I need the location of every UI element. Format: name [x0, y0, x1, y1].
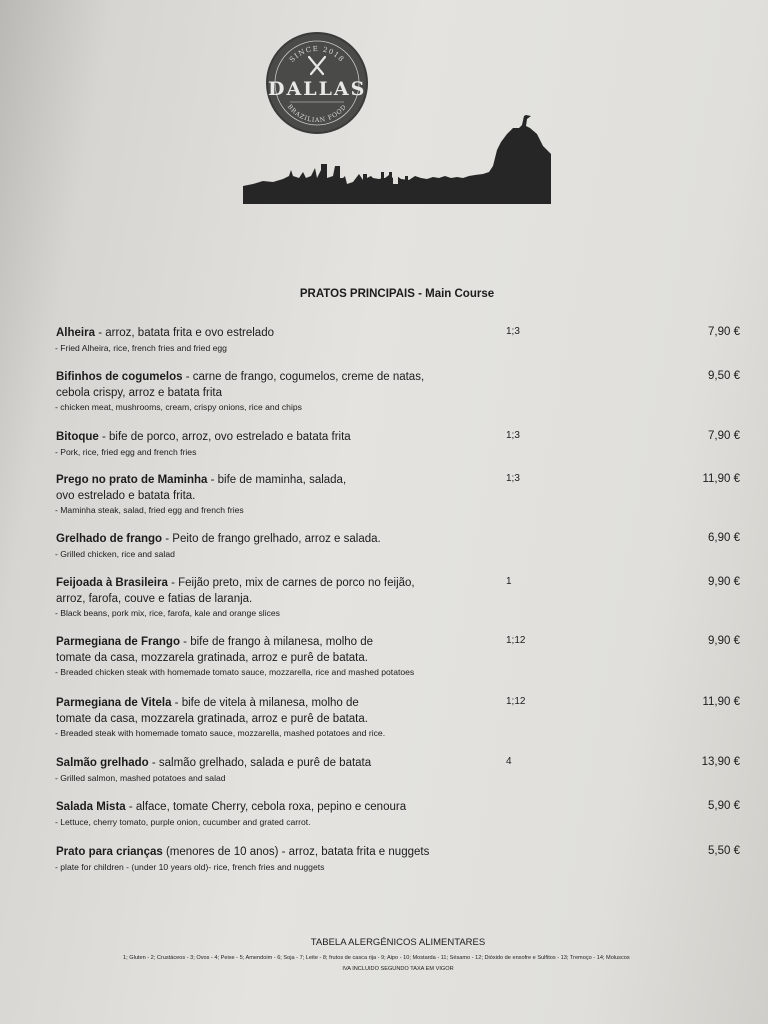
- menu-item-name: Parmegiana de Frango: [56, 636, 180, 648]
- menu-item-title-line: [56, 845, 746, 861]
- menu-item-description: - carne de frango, cogumelos, creme de natas,: [182, 371, 425, 383]
- menu-item-description: - arroz, batata frita e ovo estrelado: [95, 327, 274, 339]
- menu-item-description: - alface, tomate Cherry, cebola roxa, pepino e cenoura: [125, 801, 407, 813]
- menu-item-price: 9,50 €: [708, 370, 740, 382]
- menu-item-description: - bife de maminha, salada,: [207, 474, 347, 486]
- menu-item-name: Feijoada à Brasileira: [56, 577, 168, 589]
- menu-item: [56, 370, 746, 414]
- menu-item-price: 9,90 €: [708, 576, 740, 588]
- menu-item-english: - chicken meat, mushrooms, cream, crispy onions, rice and chips: [55, 402, 302, 412]
- menu-item-title-line: [56, 576, 746, 592]
- menu-item-title-line: [56, 473, 746, 489]
- menu-item-english: - Breaded steak with homemade tomato sauce, mozzarella, mashed potatoes and rice.: [55, 728, 386, 738]
- menu-item-allergens: 1;12: [506, 635, 526, 646]
- menu-item-english: - Breaded chicken steak with homemade tomato sauce, mozzarella, rice and mashed potatoes: [55, 667, 415, 677]
- logo-since-text: SINCE 2018: [287, 44, 347, 64]
- menu-item: [56, 430, 746, 459]
- menu-item-allergens: 4: [506, 756, 512, 767]
- rio-skyline-silhouette: [243, 106, 551, 206]
- fork-knife-icon: [309, 57, 325, 74]
- menu-item-description: cebola crispy, arroz e batata frita: [56, 386, 222, 399]
- svg-text:SINCE 2018: [288, 45, 346, 64]
- menu-item-english: - Grilled salmon, mashed potatoes and salad: [55, 772, 226, 783]
- menu-item: [56, 326, 746, 355]
- menu-item: [56, 576, 746, 620]
- menu-item-allergens: 1;12: [506, 696, 526, 707]
- menu-item-title-line: [56, 326, 746, 342]
- menu-item: [56, 845, 746, 874]
- menu-item-price: 11,90 €: [702, 696, 740, 708]
- menu-item-description: - Peito de frango grelhado, arroz e salada.: [162, 533, 381, 545]
- menu-item-price: 9,90 €: [708, 635, 740, 647]
- menu-item-description: - bife de porco, arroz, ovo estrelado e batata frita: [98, 431, 351, 443]
- menu-item-allergens: 1;3: [506, 473, 520, 484]
- logo-tagline-text: BRAZILIAN FOOD: [285, 103, 349, 125]
- menu-item-price: 13,90 €: [701, 756, 740, 768]
- vat-note: IVA INCLUIDO SEGUNDO TAXA EM VIGOR: [342, 966, 454, 972]
- menu-item-desc-line: [56, 489, 746, 505]
- menu-item-title-line: [56, 635, 746, 651]
- menu-item-name: Prego no prato de Maminha: [56, 474, 208, 486]
- menu-item-desc-line: [56, 651, 746, 667]
- menu-item-description: (menores de 10 anos) - arroz, batata frita e nuggets: [162, 846, 430, 858]
- menu-item-desc-line: [56, 386, 746, 402]
- menu-item-title-line: [56, 756, 746, 772]
- menu-item-description: tomate da casa, mozzarela gratinada, arroz e purê de batata.: [56, 651, 368, 664]
- menu-item-name: Bifinhos de cogumelos: [56, 371, 183, 383]
- menu-item-english: - Fried Alheira, rice, french fries and fried egg: [55, 342, 227, 353]
- menu-item-name: Prato para crianças: [56, 846, 163, 858]
- menu-item-english: - Grilled chicken, rice and salad: [55, 548, 175, 559]
- menu-item-name: Parmegiana de Vitela: [56, 697, 172, 709]
- menu-item-price: 5,50 €: [708, 845, 740, 857]
- menu-item-name: Bitoque: [56, 431, 99, 443]
- menu-item-name: Salmão grelhado: [56, 757, 149, 769]
- menu-item-price: 5,90 €: [708, 800, 740, 812]
- menu-item-description: - bife de vitela à milanesa, molho de: [171, 697, 359, 709]
- menu-item-english: - Pork, rice, fried egg and french fries: [55, 446, 197, 457]
- menu-item-english: - Maminha steak, salad, fried egg and french fries: [55, 505, 244, 515]
- menu-item-description: - salmão grelhado, salada e purê de batata: [148, 757, 372, 769]
- menu-item-description: - bife de frango à milanesa, molho de: [179, 636, 374, 648]
- menu-item-title-line: [56, 430, 746, 446]
- menu-item-price: 7,90 €: [708, 430, 740, 442]
- menu-item: [56, 696, 746, 740]
- menu-item-name: Grelhado de frango: [56, 533, 163, 545]
- menu-item-allergens: 1;3: [506, 430, 520, 441]
- menu-item-price: 7,90 €: [708, 326, 740, 338]
- menu-item-name: Alheira: [56, 327, 95, 339]
- menu-section-title: PRATOS PRINCIPAIS - Main Course: [299, 288, 495, 300]
- menu-item-title-line: [56, 696, 746, 712]
- menu-item: [56, 800, 746, 829]
- menu-item: [56, 532, 746, 561]
- menu-item-description: - Feijão preto, mix de carnes de porco no feijão,: [167, 577, 415, 589]
- menu-item: [56, 635, 746, 679]
- menu-item-english: - Lettuce, cherry tomato, purple onion, cucumber and grated carrot.: [55, 816, 311, 827]
- menu-item-name: Salada Mista: [56, 801, 126, 813]
- menu-item-english: - Black beans, pork mix, rice, farofa, kale and orange slices: [55, 608, 280, 618]
- logo-name: DALLAS: [268, 78, 367, 100]
- menu-item-allergens: 1: [506, 576, 512, 587]
- allergen-table-title: TABELA ALERGÉNICOS ALIMENTARES: [310, 937, 486, 948]
- menu-item-price: 11,90 €: [702, 473, 740, 485]
- menu-item-desc-line: [56, 592, 746, 608]
- menu-item-description: tomate da casa, mozzarela gratinada, arroz e purê de batata.: [56, 712, 368, 725]
- menu-item-description: arroz, farofa, couve e fatias de laranja.: [56, 592, 253, 605]
- menu-item-english: - plate for children - (under 10 years old)- rice, french fries and nuggets: [55, 861, 325, 872]
- menu-item-title-line: [56, 370, 746, 386]
- menu-item-desc-line: [56, 712, 746, 728]
- allergen-list: 1; Gluten - 2; Crustáceos - 3; Ovos - 4; Peixe - 5; Amendoim - 6; Soja - 7; Leite - 8; frutos de casca rija - 9; Aipo - 10; Mostarda - 11; Sésamo - 12; Dióxido de enxofre e Sulfitos - 13; Tremoço - 14; Moluscos: [123, 955, 630, 961]
- menu-item: [56, 756, 746, 785]
- menu-item-description: ovo estrelado e batata frita.: [56, 489, 196, 502]
- menu-item: [56, 473, 746, 517]
- menu-item-title-line: [56, 800, 746, 816]
- menu-item-title-line: [56, 532, 746, 548]
- menu-item-price: 6,90 €: [708, 532, 740, 544]
- menu-item-allergens: 1;3: [506, 326, 520, 337]
